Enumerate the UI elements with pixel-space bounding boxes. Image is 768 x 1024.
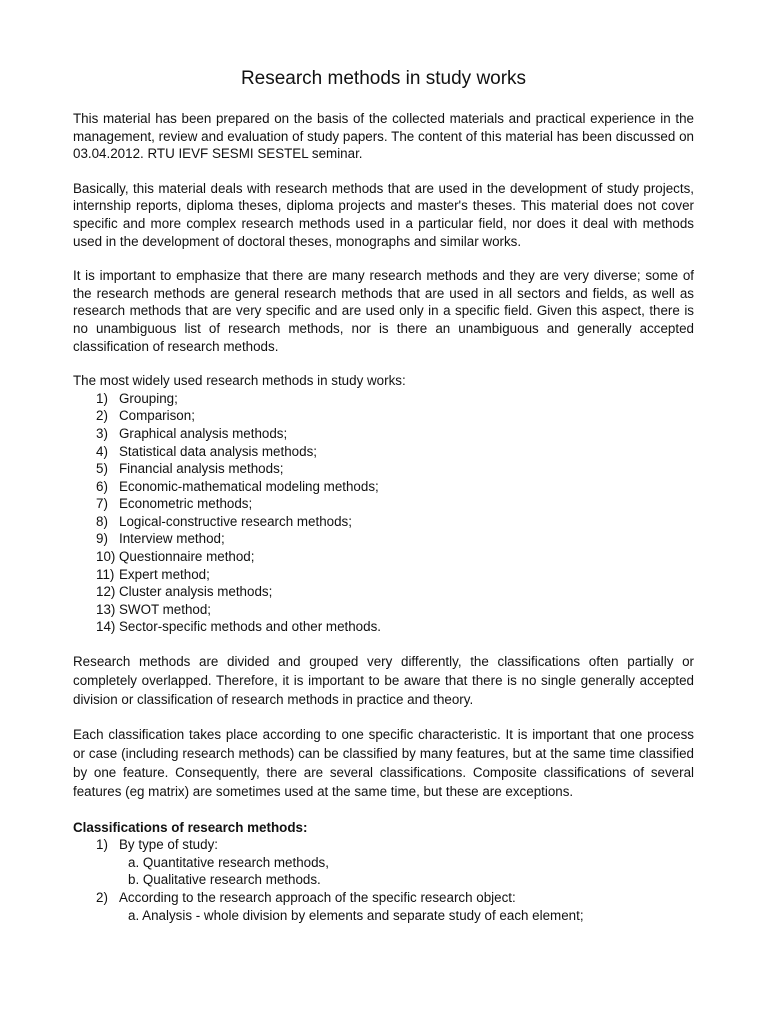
classification-head xyxy=(73,889,694,907)
document-page xyxy=(73,66,694,924)
method-list-item xyxy=(73,583,694,601)
classifications-heading: Classifications of research methods: xyxy=(73,819,308,835)
method-text: SWOT method; xyxy=(119,601,212,617)
classification-text: By type of study: xyxy=(119,837,218,853)
method-text: Interview method; xyxy=(119,531,225,547)
method-number: 6) xyxy=(96,478,108,494)
method-number: 11) xyxy=(96,566,115,582)
method-text: Expert method; xyxy=(119,566,210,582)
method-text: Logical-constructive research methods; xyxy=(119,513,352,529)
classification-text: According to the research approach of the specific research object: xyxy=(119,889,516,905)
method-list-item xyxy=(73,513,694,531)
method-list-item xyxy=(73,460,694,478)
method-list-item xyxy=(73,548,694,566)
method-list-item xyxy=(73,618,694,636)
methods-list xyxy=(73,390,694,636)
method-text: Comparison; xyxy=(119,408,195,424)
classification-sub-item: a. Quantitative research methods, xyxy=(128,854,329,870)
classification-sub-list xyxy=(73,854,694,889)
method-number: 2) xyxy=(96,408,108,424)
method-list-item xyxy=(73,566,694,584)
method-list-item xyxy=(73,407,694,425)
classification-number: 2) xyxy=(96,889,108,905)
method-list-item xyxy=(73,390,694,408)
method-list-item xyxy=(73,443,694,461)
method-list-item xyxy=(73,530,694,548)
method-number: 8) xyxy=(96,513,108,529)
classification-item xyxy=(73,889,694,924)
method-list-item xyxy=(73,478,694,496)
method-number: 10) xyxy=(96,549,116,565)
method-number: 14) xyxy=(96,619,116,635)
intro-paragraph-1: This material has been prepared on the basis of the collected materials and practical experience in the management, review and evaluation of study papers. The content of this material has been discussed on 03.04.2012. RTU IEVF SESMI SESTEL seminar. xyxy=(73,111,694,162)
document-title: Research methods in study works xyxy=(240,68,527,89)
method-text: Questionnaire method; xyxy=(119,549,255,565)
classification-paragraph-2: Each classification takes place according to one specific characteristic. It is important that one process or case (including research methods) can be classified by many features, but at the same time classified by one feature. Consequently, there are several classifications. Composite classifications of several features (eg matrix) are sometimes used at the same time, but these are exceptions. xyxy=(73,727,694,799)
method-list-item xyxy=(73,495,694,513)
method-list-item xyxy=(73,601,694,619)
classifications-list xyxy=(73,836,694,924)
method-list-item xyxy=(73,425,694,443)
classification-number: 1) xyxy=(96,837,108,853)
intro-paragraph-3: It is important to emphasize that there are many research methods and they are very diverse; some of the research methods are general research methods that are used in all sectors and fields, as well as research methods that are very specific and are used only in a specific field. Given this aspect, there is no unambiguous list of research methods, nor is there an unambiguous and generally accepted classification of research methods. xyxy=(73,268,694,354)
intro-paragraph-2: Basically, this material deals with research methods that are used in the development of study projects, internship reports, diploma theses, diploma projects and master's theses. This material does not cover specific and more complex research methods used in a particular field, nor does it deal with methods used in the development of doctoral theses, monographs and similar works. xyxy=(73,180,694,249)
method-number: 1) xyxy=(96,390,108,406)
method-text: Financial analysis methods; xyxy=(119,461,284,477)
method-text: Graphical analysis methods; xyxy=(119,425,288,441)
method-number: 9) xyxy=(96,531,108,547)
classification-sub-item: a. Analysis - whole division by elements and separate study of each element; xyxy=(128,907,584,923)
method-number: 13) xyxy=(96,601,116,617)
method-text: Econometric methods; xyxy=(119,496,253,512)
classification-sub-list xyxy=(73,907,694,925)
classification-paragraph-1: Research methods are divided and grouped very differently, the classifications often partially or completely overlapped. Therefore, it is important to be aware that there is no single generally accepted division or classification of research methods in practice and theory. xyxy=(73,654,694,707)
methods-intro: The most widely used research methods in study works: xyxy=(73,373,406,389)
method-text: Cluster analysis methods; xyxy=(119,584,273,600)
method-number: 7) xyxy=(96,496,108,512)
method-text: Sector-specific methods and other methods. xyxy=(119,619,381,635)
method-number: 4) xyxy=(96,443,108,459)
classification-head xyxy=(73,836,694,854)
method-number: 12) xyxy=(96,584,116,600)
classification-item xyxy=(73,836,694,889)
method-text: Statistical data analysis methods; xyxy=(119,443,317,459)
method-number: 3) xyxy=(96,425,108,441)
classification-sub-item: b. Qualitative research methods. xyxy=(128,872,321,888)
method-text: Economic-mathematical modeling methods; xyxy=(119,478,379,494)
method-text: Grouping; xyxy=(119,390,178,406)
method-number: 5) xyxy=(96,461,108,477)
